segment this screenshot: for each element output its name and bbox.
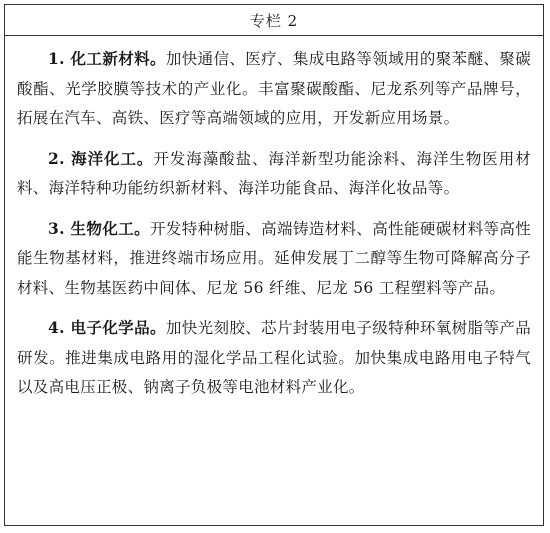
column-box: [4, 4, 544, 526]
section-text: 开发特种树脂、高端铸造材料、高性能硬碳材料等高性能生物基材料，推进终端市场应用。延伸发展丁二醇等生物可降解高分子材料、生物基医药中间体、尼龙 56 纤维、尼龙 56 工程塑料等产品。: [17, 219, 532, 297]
column-body: [5, 36, 543, 403]
column-title: 专栏 2: [5, 5, 543, 36]
section-chemical-new-materials: [17, 44, 531, 134]
section-marine-chemical: [17, 144, 531, 204]
section-heading: 2. 海洋化工。: [48, 148, 154, 168]
section-text: 加快通信、医疗、集成电路等领域用的聚苯醚、聚碳酸酯、光学胶膜等技术的产业化。丰富聚碳酸酯、尼龙系列等产品牌号，拓展在汽车、高铁、医疗等高端领域的应用，开发新应用场景。: [17, 50, 531, 127]
section-heading: 4. 电子化学品。: [48, 318, 166, 337]
section-heading: 3. 生物化工。: [48, 218, 150, 238]
section-text: 加快光刻胶、芯片封装用电子级特种环氧树脂等产品研发。推进集成电路用的湿化学品工程化试验。加快集成电路用电子特气以及高电压正极、钠离子负极等电池材料产业化。: [17, 319, 531, 396]
section-electronic-chemicals: [17, 313, 531, 403]
section-bio-chemical: [17, 214, 531, 304]
section-heading: 1. 化工新材料。: [48, 49, 166, 68]
section-text: 开发海藻酸盐、海洋新型功能涂料、海洋生物医用材料、海洋特种功能纺织新材料、海洋功能食品、海洋化妆品等。: [17, 149, 531, 197]
